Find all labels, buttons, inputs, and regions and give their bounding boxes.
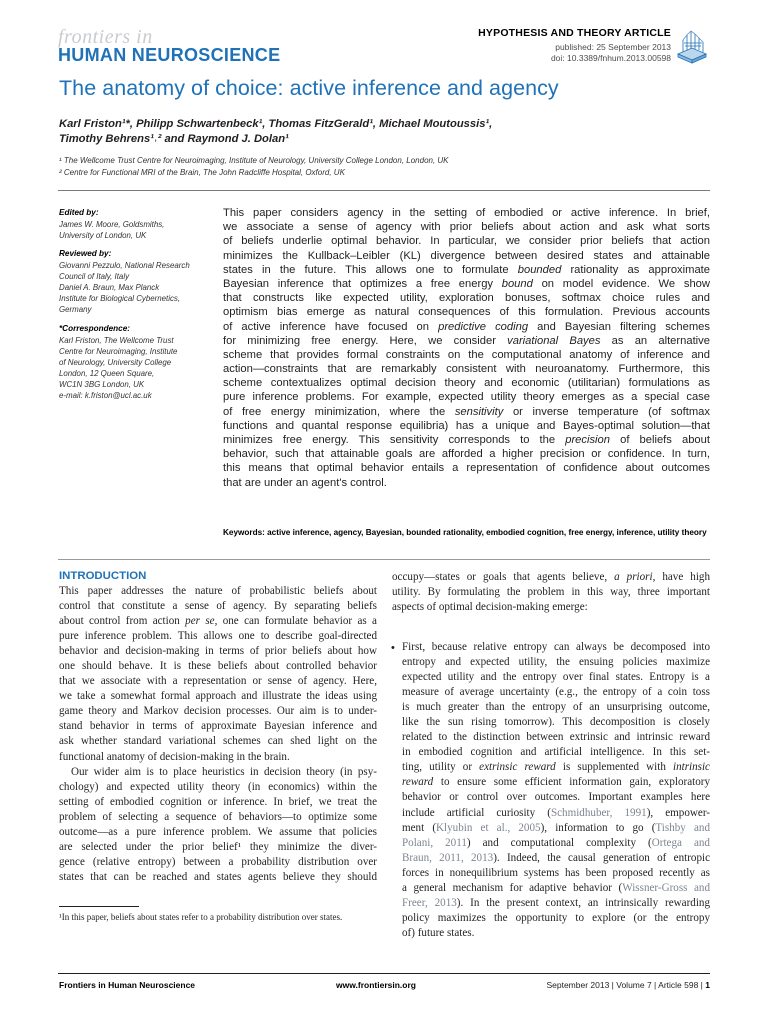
- abstract-line: that are under an agent's control.: [223, 476, 387, 489]
- page-number: 1: [705, 980, 710, 990]
- doi: doi: 10.3389/fnhum.2013.00598: [550, 53, 671, 63]
- footer-issue-text: September 2013 | Volume 7 | Article 598 |: [546, 980, 703, 990]
- abstract-line: states in the future. This allows one to formulate bounded rationality as approximate: [223, 263, 710, 276]
- affiliation-1: ¹ The Wellcome Trust Centre for Neuroimaging, Institute of Neurology, University College London, London, UK: [59, 156, 449, 165]
- footer-rule: [58, 973, 710, 974]
- abstract-line: of beliefs underlie optimal behavior. In particular, we consider prior beliefs that action: [223, 235, 710, 248]
- abstract-line: of free energy minimization, where the sensitivity or inverse temperature (of softmax: [223, 405, 710, 418]
- bullet-line: policy maximizes the opportunity to explore (or the entropy: [402, 911, 710, 924]
- correspondence-email[interactable]: e-mail: k.friston@ucl.ac.uk: [59, 391, 152, 400]
- bullet-line: ment (Klyubin et al., 2005), information to go (Tishby and: [402, 821, 710, 834]
- abstract-line: pure inference problems. For example, expected utility theory emerges as a special case: [223, 391, 710, 404]
- body-line: utility. By formulating the problem in this way, three important: [392, 586, 710, 599]
- bullet-line: include artificial curiosity (Schmidhuber, 1991), empower-: [402, 806, 710, 819]
- bullet-line: First, because relative entropy can always be decomposed into: [402, 641, 710, 653]
- bullet-line: measure of average uncertainty (e.g., the entropy of a coin toss: [402, 686, 710, 699]
- reviewer-line: Giovanni Pezzulo, National Research: [59, 261, 190, 270]
- reviewed-by-heading: Reviewed by:: [59, 249, 112, 258]
- body-line: outcome—as a pure inference problem. We assume that policies: [59, 825, 377, 838]
- abstract-line: for minimizing free energy. Here, we consider variational Bayes as an alternative: [223, 334, 710, 347]
- bullet-line: Braun, 2011, 2013). Indeed, the causal generation of entropic: [402, 851, 710, 864]
- author-list-line-2: Timothy Behrens¹˒² and Raymond J. Dolan¹: [59, 133, 289, 145]
- article-type: HYPOTHESIS AND THEORY ARTICLE: [478, 27, 671, 39]
- bullet-line: related to the distinction between extrinsic and intrinsic reward: [402, 731, 710, 744]
- logo-journal-name: HUMAN NEUROSCIENCE: [58, 45, 281, 65]
- abstract: [223, 206, 710, 490]
- body-line: pure inference problem. This allows one to describe goal-directed: [59, 630, 377, 643]
- body-line: setting of embodied cognition or inference. In brief, we treat the: [59, 795, 377, 808]
- body-line: states that can be reached and states agents believe they should: [59, 870, 377, 883]
- body-line: problem of selecting a sequence of behaviors—to optimize some: [59, 810, 377, 823]
- bullet-line: forces in nonequilibrium systems has been proposed recently as: [402, 866, 710, 879]
- bullet-line: is much greater than the entropy of an unsurprising outcome,: [402, 701, 710, 714]
- body-line: one should behave. It is these beliefs about controlled behavior: [59, 660, 377, 673]
- edited-by-heading: Edited by:: [59, 208, 99, 217]
- abstract-line: functions and quantal response equilibria) has a unique and Bayes-optimal solution—that: [223, 419, 710, 432]
- bullet-line: reward to ensure some efficient information gain, exploratory: [402, 776, 710, 789]
- reviewer-line: Daniel A. Braun, Max Planck: [59, 283, 160, 292]
- abstract-line: action—constraints that are remarkably consistent with neuroanatomy. Furthermore, this: [223, 363, 710, 376]
- bullet-line: entropy and expected utility, the ensuing policies maximize: [402, 656, 710, 669]
- footer-url-link[interactable]: www.frontiersin.org: [336, 980, 416, 990]
- journal-logo: [58, 27, 280, 64]
- correspondence-line: London, 12 Queen Square,: [59, 369, 155, 378]
- abstract-line: of active inference have focused on predictive coding and Bayesian filtering schemes: [223, 320, 710, 333]
- body-column-left: [59, 584, 377, 885]
- footer-journal-name: Frontiers in Human Neuroscience: [59, 980, 196, 990]
- section-heading-introduction: INTRODUCTION: [59, 570, 147, 582]
- body-line: occupy—states or goals that agents believe, a priori, have high: [392, 571, 710, 583]
- footnote-rule: [59, 906, 139, 907]
- reviewer-line: Institute for Biological Cybernetics,: [59, 294, 181, 303]
- published-date: published: 25 September 2013: [555, 42, 671, 52]
- body-line: control that constitute a sense of agency. By separating beliefs: [59, 600, 377, 613]
- body-line: are selected under the prior belief¹ they minimize the diver-: [59, 840, 377, 853]
- abstract-line: Bayesian inference that optimizes a free energy bound on model evidence. We show: [223, 277, 710, 290]
- body-line: stand behavior in terms of approximate Bayesian inference and: [59, 720, 377, 733]
- abstract-line: behavior, such that attainable goals are afforded a higher precision or confidence. In turn,: [223, 448, 710, 461]
- abstract-line: scheme that provides formal constraints on the computational anatomy of inference and: [223, 348, 710, 361]
- body-line: that we associate with a representation or sense of agency. Here,: [59, 675, 377, 688]
- affiliation-2: ² Centre for Functional MRI of the Brain, The John Radcliffe Hospital, Oxford, UK: [59, 168, 345, 177]
- abstract-line: minimizes the Kullback–Leibler (KL) divergence between desired states and attainable: [223, 249, 710, 262]
- body-line: Our wider aim is to place heuristics in decision theory (in psy-: [71, 765, 377, 778]
- body-line: behavior and decision-making in terms of prior beliefs about how: [59, 645, 377, 658]
- bullet-line: like the sun rising tomorrow). This decomposition is closely: [402, 716, 710, 729]
- body-line: we take a somewhat formal approach and illustrate the ideas using: [59, 690, 377, 703]
- body-line: about control from action per se, one can formulate behavior as a: [59, 615, 377, 628]
- article-title: The anatomy of choice: active inference and agency: [59, 76, 559, 100]
- bullet-line: of) future states.: [402, 926, 475, 939]
- reviewer-line: Germany: [59, 305, 92, 314]
- bullet-line: in embodied cognition and artificial intelligence. In this set-: [402, 746, 710, 759]
- keywords: Keywords: active inference, agency, Bayesian, bounded rationality, embodied cognition, free energy, inference, utility theory: [223, 528, 707, 537]
- correspondence-line: of Neurology, University College: [59, 358, 172, 367]
- bullet-line: a general mechanism for adaptive behavior (Wissner-Gross and: [402, 881, 710, 894]
- bullet-line: Freer, 2013). In the present context, an intrinsically rewarding: [402, 896, 710, 909]
- header-divider: [58, 190, 710, 191]
- body-line: functional anatomy of decision-making in the brain.: [59, 750, 290, 763]
- abstract-line: that constructs like expected utility, exploration bonuses, softmax choice rules and: [223, 292, 710, 305]
- abstract-line: scheme contextualizes optimal decision theory and economic (utilitarian) formulations as: [223, 377, 710, 390]
- correspondence-line: Karl Friston, The Wellcome Trust: [59, 336, 174, 345]
- body-line: aspects of optimal decision-making emerge:: [392, 601, 588, 614]
- editor-line: University of London, UK: [59, 231, 147, 240]
- abstract-line: this means that optimal behavior entails a representation of confidence about outcomes: [223, 462, 710, 475]
- author-list-line-1: Karl Friston¹*, Philipp Schwartenbeck¹, Thomas FitzGerald¹, Michael Moutoussis¹,: [59, 118, 493, 130]
- body-line: ask whether standard variational schemes can shed light on the: [59, 735, 377, 748]
- body-line: This paper addresses the nature of probabilistic beliefs about: [59, 585, 377, 597]
- abstract-line: This paper considers agency in the setting of embodied or active inference. In brief,: [223, 207, 710, 219]
- correspondence-heading: *Correspondence:: [59, 324, 130, 333]
- bullet-line: Polani, 2011) and computational complexity (Ortega and: [402, 836, 710, 849]
- editor-line: James W. Moore, Goldsmiths,: [59, 220, 165, 229]
- bullet-line: expected utility and the entropy over final states. Entropy is a: [402, 671, 710, 684]
- correspondence-line: WC1N 3BG London, UK: [59, 380, 145, 389]
- body-line: chology) and expected utility theory (in economics) within the: [59, 780, 377, 793]
- abstract-line: we associate a sense of agency with prior beliefs about action and ask what sorts: [223, 221, 710, 234]
- logo-frontiers-text: frontiers in: [58, 26, 153, 48]
- bullet-line: behavior or control over outcomes. Important examples here: [402, 791, 710, 804]
- abstract-line: minimizes free energy. This sensitivity corresponds to the precision of beliefs about: [223, 434, 710, 446]
- abstract-line: optimism bias emerge as natural consequences of this formulation. Previous accounts: [223, 306, 710, 319]
- body-line: gence (relative entropy) between a probability distribution over: [59, 855, 377, 868]
- bullet-icon: •: [391, 642, 395, 654]
- bullet-line: ting, utility or extrinsic reward is supplemented with intrinsic: [402, 761, 710, 774]
- body-column-right: [392, 570, 710, 615]
- bullet-item: [392, 640, 710, 941]
- footnote: ¹In this paper, beliefs about states refer to a probability distribution over states.: [59, 912, 343, 922]
- journal-emblem-icon: [674, 26, 710, 64]
- footer-issue-info: [546, 980, 710, 990]
- correspondence-line: Centre for Neuroimaging, Institute: [59, 347, 178, 356]
- reviewer-line: Council of Italy, Italy: [59, 272, 130, 281]
- body-line: game theory and Markov decision processes. Our aim is to under-: [59, 705, 377, 718]
- abstract-divider: [58, 559, 710, 560]
